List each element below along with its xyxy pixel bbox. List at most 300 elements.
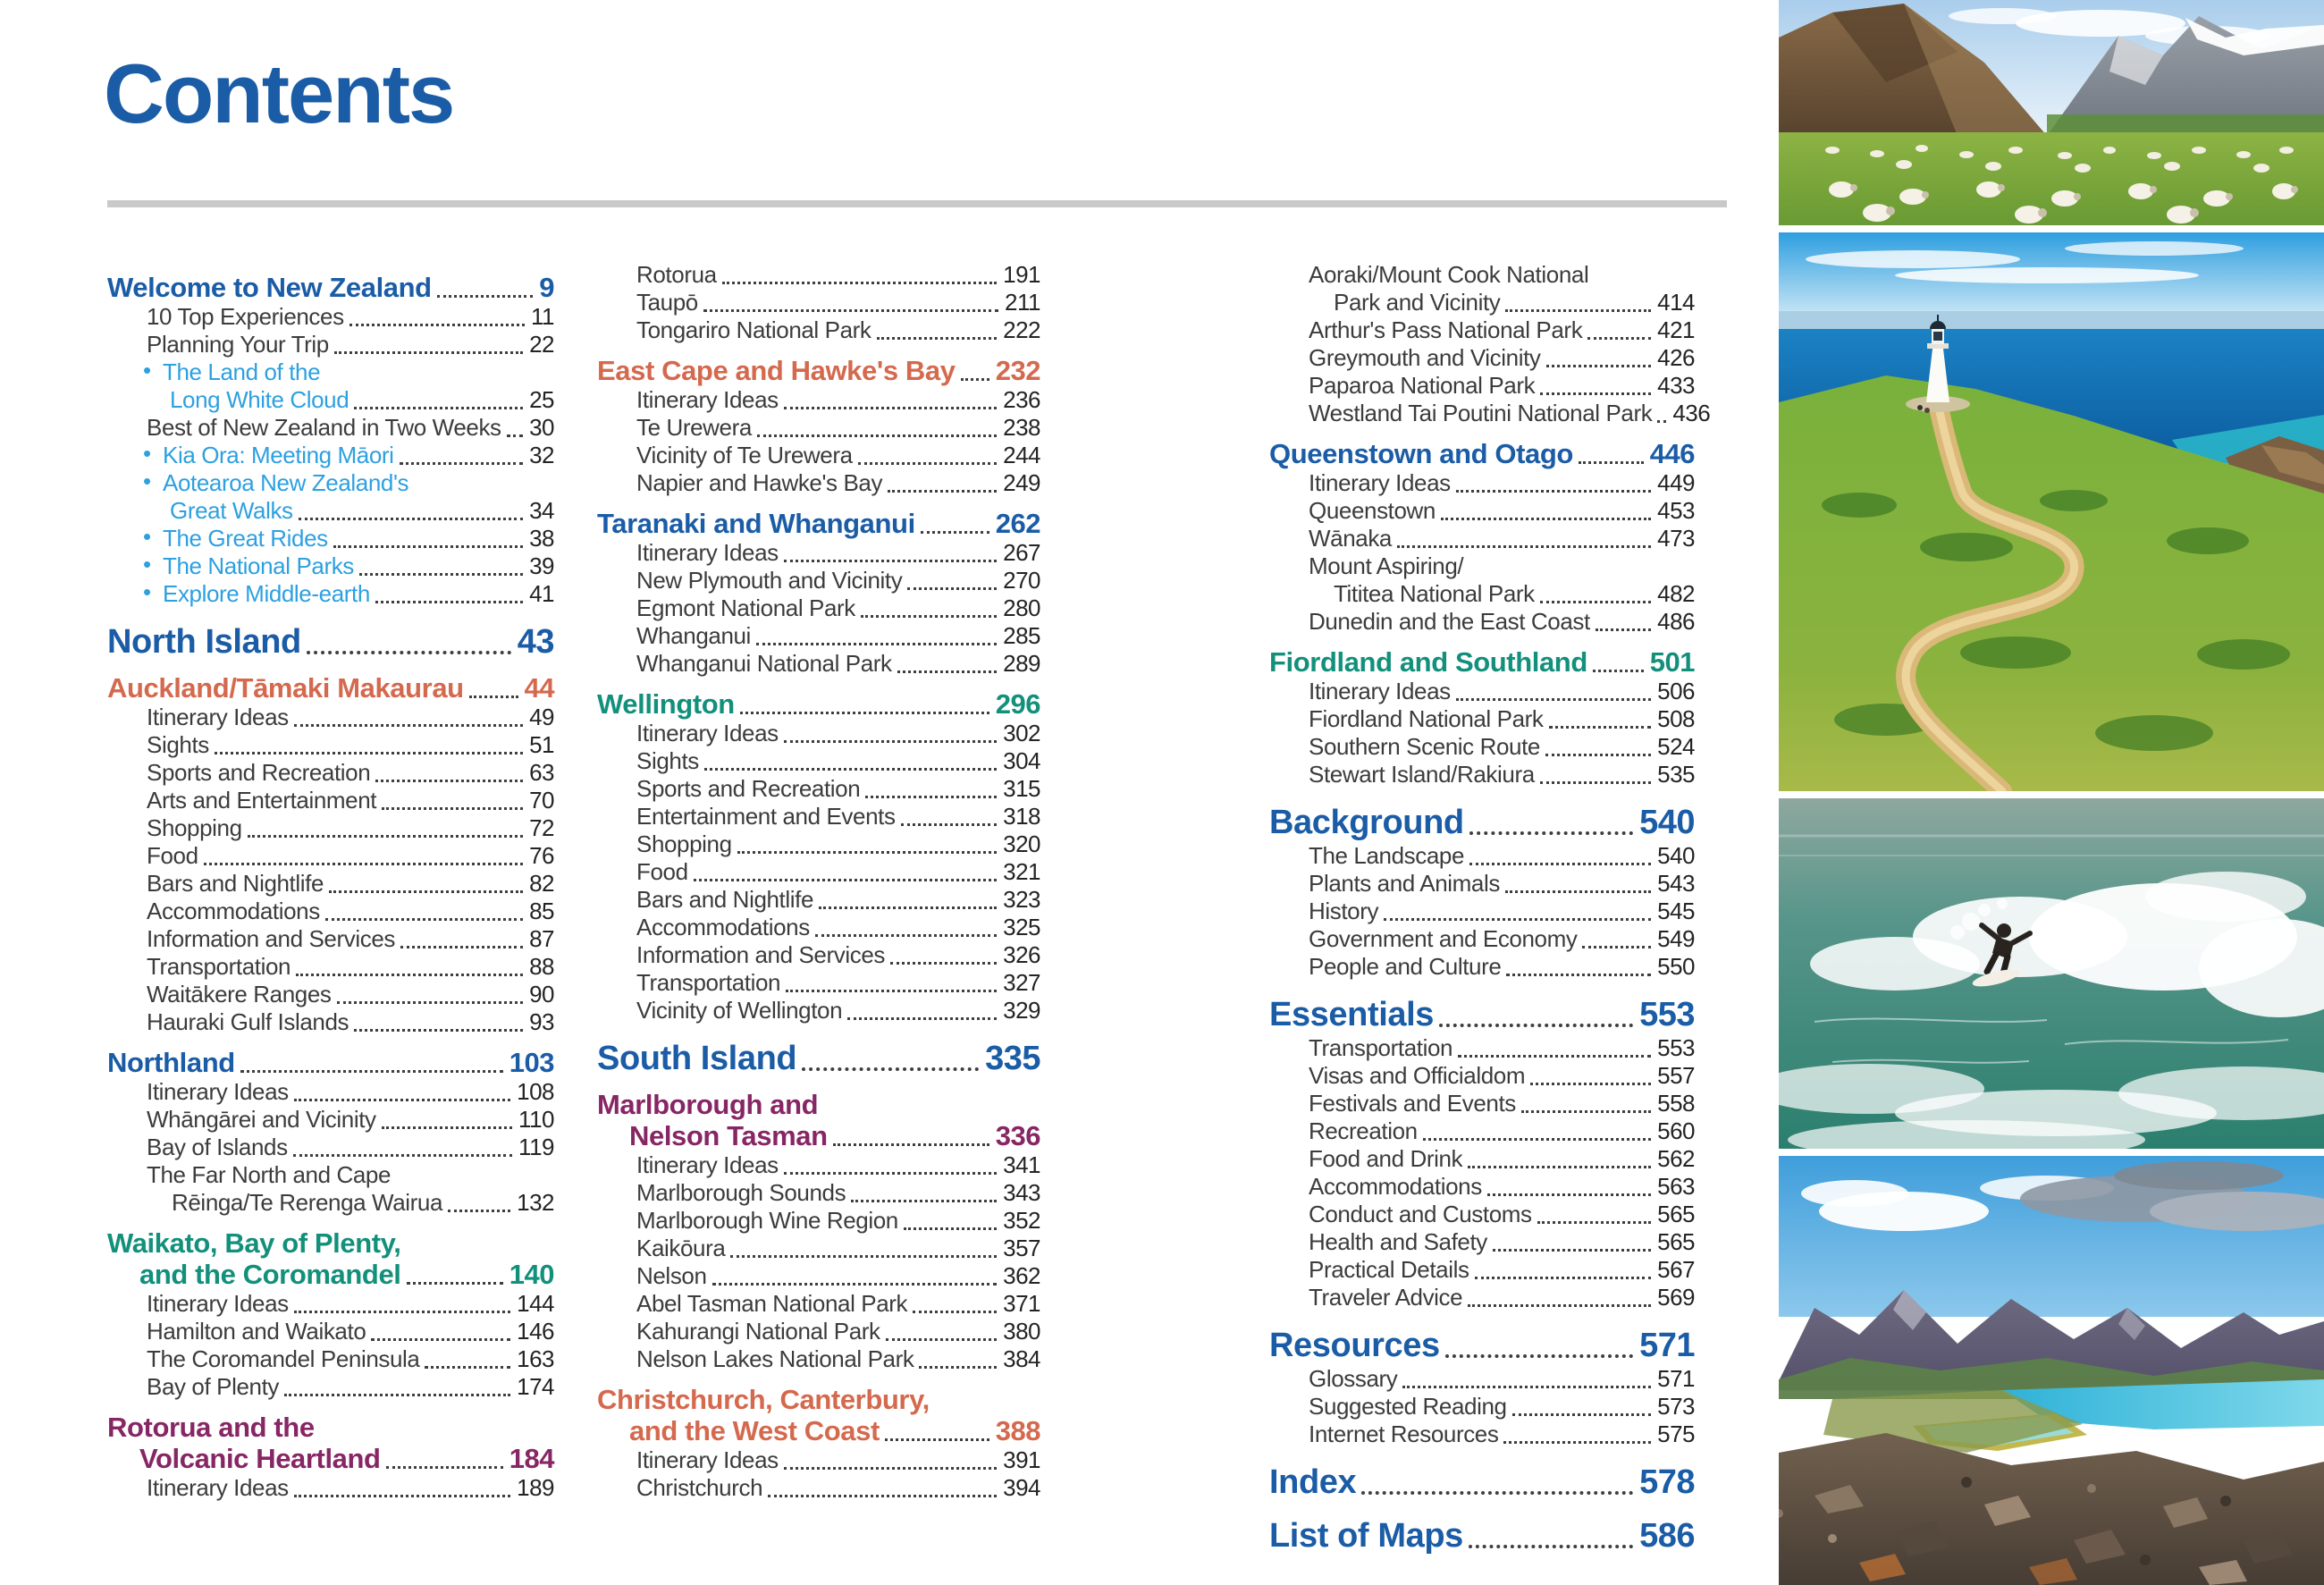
dot-leader bbox=[1469, 863, 1651, 865]
dot-leader bbox=[815, 934, 997, 937]
toc-item bbox=[1269, 1393, 1695, 1421]
toc-item bbox=[107, 1290, 554, 1318]
toc-part-heading bbox=[1269, 1326, 1695, 1365]
toc-label: Marlborough and bbox=[597, 1089, 819, 1120]
dot-leader bbox=[851, 1200, 997, 1202]
toc-item bbox=[1269, 898, 1695, 925]
toc-item bbox=[1269, 842, 1695, 870]
toc-label: Aoraki/Mount Cook National bbox=[1309, 261, 1589, 288]
toc-item bbox=[597, 622, 1040, 650]
toc-label: Itinerary Ideas bbox=[636, 1446, 779, 1473]
toc-label: Great Walks bbox=[170, 497, 293, 524]
dot-leader bbox=[704, 768, 997, 771]
dot-leader bbox=[204, 863, 523, 865]
toc-item bbox=[597, 539, 1040, 567]
toc-item bbox=[1269, 870, 1695, 898]
toc-label: Kaikōura bbox=[636, 1235, 726, 1261]
dot-leader bbox=[703, 309, 998, 312]
page-number: 119 bbox=[518, 1134, 554, 1160]
toc-chapter-heading bbox=[107, 1227, 554, 1290]
toc-item bbox=[597, 289, 1040, 316]
dot-leader bbox=[407, 1282, 503, 1285]
toc-item bbox=[107, 787, 554, 814]
dot-leader bbox=[768, 1495, 997, 1497]
toc-item bbox=[1269, 261, 1695, 316]
toc-item bbox=[1269, 761, 1695, 788]
toc-label: Waitākere Ranges bbox=[147, 981, 332, 1007]
dot-leader bbox=[1456, 698, 1651, 701]
page-number: 453 bbox=[1657, 497, 1695, 524]
dot-leader bbox=[784, 407, 997, 409]
dot-leader bbox=[861, 615, 997, 618]
page-number: 38 bbox=[529, 525, 554, 552]
toc-item bbox=[107, 1345, 554, 1373]
dot-leader bbox=[712, 1283, 998, 1286]
toc-bullet-item bbox=[107, 552, 554, 580]
dot-leader bbox=[784, 740, 997, 743]
page-number: 44 bbox=[524, 672, 554, 704]
dot-leader bbox=[913, 1311, 997, 1313]
page-number: 553 bbox=[1657, 1034, 1695, 1061]
toc-label: Best of New Zealand in Two Weeks bbox=[147, 414, 501, 441]
toc-item bbox=[107, 1134, 554, 1161]
toc-label: Suggested Reading bbox=[1309, 1393, 1507, 1420]
toc-label: Fiordland National Park bbox=[1309, 705, 1544, 732]
toc-part-heading bbox=[107, 622, 554, 662]
page-number: 384 bbox=[1003, 1345, 1040, 1372]
page-number: 535 bbox=[1657, 761, 1695, 788]
dot-leader bbox=[371, 1338, 510, 1341]
dot-leader bbox=[865, 796, 997, 798]
dot-leader bbox=[786, 990, 997, 992]
toc-label: Festivals and Events bbox=[1309, 1090, 1516, 1117]
page-number: 421 bbox=[1657, 316, 1695, 343]
toc-label: Marlborough Sounds bbox=[636, 1179, 846, 1206]
toc-label: • Explore Middle-earth bbox=[163, 580, 370, 607]
page-number: 318 bbox=[1003, 803, 1040, 830]
page-number: 394 bbox=[1003, 1474, 1040, 1501]
toc-label: Auckland/Tāmaki Makaurau bbox=[107, 672, 464, 704]
page-number: 41 bbox=[529, 580, 554, 607]
toc-item bbox=[597, 1179, 1040, 1207]
toc-label: Sports and Recreation bbox=[147, 759, 371, 786]
dot-leader bbox=[1468, 1166, 1651, 1168]
toc-label: Vicinity of Wellington bbox=[636, 997, 843, 1024]
dot-leader bbox=[325, 918, 523, 921]
toc-item bbox=[597, 914, 1040, 941]
toc-item bbox=[597, 1207, 1040, 1235]
toc-item bbox=[597, 261, 1040, 289]
toc-item bbox=[1269, 552, 1695, 608]
toc-label: Shopping bbox=[147, 814, 242, 841]
dot-leader bbox=[740, 712, 989, 714]
page-number: 262 bbox=[995, 508, 1040, 539]
toc-item bbox=[1269, 400, 1711, 427]
page-number: 11 bbox=[531, 303, 554, 330]
dot-leader bbox=[333, 545, 523, 548]
toc-item bbox=[107, 704, 554, 731]
surfer-image bbox=[1779, 798, 2324, 1149]
dot-leader bbox=[248, 835, 523, 838]
dot-leader bbox=[400, 462, 524, 465]
toc-label: The Far North and Cape bbox=[147, 1161, 392, 1188]
page-number: 550 bbox=[1657, 953, 1695, 980]
toc-label: Marlborough Wine Region bbox=[636, 1207, 898, 1234]
page-number: 549 bbox=[1657, 925, 1695, 952]
page-number: 144 bbox=[517, 1290, 554, 1317]
dot-leader bbox=[888, 490, 997, 493]
toc-label: Information and Services bbox=[636, 941, 885, 968]
dot-leader bbox=[294, 1099, 510, 1101]
toc-label: Waikato, Bay of Plenty, bbox=[107, 1227, 401, 1259]
dot-leader bbox=[1475, 1277, 1652, 1279]
page-number: 501 bbox=[1649, 646, 1695, 678]
toc-item bbox=[1269, 1284, 1695, 1311]
toc-label: • Kia Ora: Meeting Māori bbox=[163, 442, 394, 468]
dot-leader bbox=[293, 1154, 512, 1157]
dot-leader bbox=[1521, 1110, 1651, 1113]
page-number: 236 bbox=[1003, 386, 1040, 413]
page-number: 174 bbox=[517, 1373, 554, 1400]
toc-item bbox=[597, 386, 1040, 414]
toc-label: Rēinga/Te Rerenga Wairua bbox=[172, 1189, 443, 1216]
toc-item bbox=[597, 858, 1040, 886]
toc-label: Long White Cloud bbox=[170, 386, 349, 413]
page-number: 565 bbox=[1657, 1201, 1695, 1227]
toc-item bbox=[1269, 953, 1695, 981]
toc-item bbox=[1269, 1421, 1695, 1448]
toc-item bbox=[597, 941, 1040, 969]
dot-leader bbox=[359, 573, 523, 576]
toc-item bbox=[107, 1106, 554, 1134]
photo-strip bbox=[1779, 0, 2324, 1585]
page-number: 88 bbox=[529, 953, 554, 980]
toc-item bbox=[1269, 925, 1695, 953]
page-number: 238 bbox=[1003, 414, 1040, 441]
page-number: 508 bbox=[1657, 705, 1695, 732]
page-number: 315 bbox=[1003, 775, 1040, 802]
toc-chapter-heading bbox=[597, 688, 1040, 720]
dot-leader bbox=[1505, 890, 1651, 893]
toc-label: Mount Aspiring/ bbox=[1309, 552, 1464, 579]
page-number: 371 bbox=[1003, 1290, 1040, 1317]
toc-label: Taranaki and Whanganui bbox=[597, 508, 915, 539]
dot-leader bbox=[1657, 420, 1666, 423]
toc-part-heading bbox=[1269, 1463, 1695, 1502]
toc-label: People and Culture bbox=[1309, 953, 1502, 980]
dot-leader bbox=[961, 378, 989, 381]
toc-label: Itinerary Ideas bbox=[636, 720, 779, 746]
dot-leader bbox=[1384, 918, 1651, 921]
page-number: 473 bbox=[1657, 525, 1695, 552]
dot-leader bbox=[1445, 1354, 1633, 1358]
toc-label: Itinerary Ideas bbox=[147, 1078, 289, 1105]
dot-leader bbox=[737, 851, 997, 854]
page-number: 571 bbox=[1657, 1365, 1695, 1392]
dot-leader bbox=[425, 1366, 510, 1369]
dot-leader bbox=[833, 1143, 989, 1146]
toc-item bbox=[597, 1345, 1040, 1373]
page-number: 341 bbox=[1003, 1151, 1040, 1178]
page-number: 336 bbox=[995, 1120, 1040, 1151]
page-number: 543 bbox=[1657, 870, 1695, 897]
toc-label: Dunedin and the East Coast bbox=[1309, 608, 1590, 635]
page-number: 388 bbox=[995, 1415, 1040, 1446]
toc-label: Rotorua and the bbox=[107, 1412, 315, 1443]
toc-label: Sights bbox=[147, 731, 209, 758]
toc-item bbox=[107, 759, 554, 787]
toc-item bbox=[597, 747, 1040, 775]
dot-leader bbox=[1512, 1413, 1652, 1416]
dot-leader bbox=[337, 1001, 524, 1004]
toc-part-heading bbox=[1269, 1516, 1695, 1555]
toc-part-heading bbox=[597, 1039, 1040, 1078]
dot-leader bbox=[1468, 1304, 1651, 1307]
toc-label: Te Urewera bbox=[636, 414, 752, 441]
toc-label: Christchurch bbox=[636, 1474, 763, 1501]
dot-leader bbox=[890, 962, 997, 965]
toc-bullet-item bbox=[107, 442, 554, 469]
dot-leader bbox=[1456, 490, 1651, 493]
page-number: 569 bbox=[1657, 1284, 1695, 1311]
toc-label: List of Maps bbox=[1269, 1517, 1463, 1555]
page-number: 362 bbox=[1003, 1262, 1040, 1289]
toc-label: Nelson Lakes National Park bbox=[636, 1345, 914, 1372]
dot-leader bbox=[1493, 1249, 1651, 1252]
toc-label: Stewart Island/Rakiura bbox=[1309, 761, 1535, 788]
toc-label: Park and Vicinity bbox=[1334, 289, 1501, 316]
dot-leader bbox=[907, 587, 997, 590]
toc-item bbox=[597, 650, 1040, 678]
toc-bullet-item bbox=[107, 525, 554, 552]
page-number: 446 bbox=[1649, 438, 1695, 469]
toc-label: Glossary bbox=[1309, 1365, 1398, 1392]
dot-leader bbox=[437, 295, 534, 298]
dot-leader bbox=[507, 434, 523, 437]
toc-chapter-heading bbox=[107, 272, 554, 303]
dot-leader bbox=[756, 643, 997, 645]
toc-label: Tititea National Park bbox=[1334, 580, 1535, 607]
page-number: 280 bbox=[1003, 594, 1040, 621]
dot-leader bbox=[1549, 726, 1652, 729]
page-number: 30 bbox=[529, 414, 554, 441]
toc-label: History bbox=[1309, 898, 1379, 924]
dot-leader bbox=[1596, 628, 1651, 631]
toc-item bbox=[597, 775, 1040, 803]
alpine-lakes-image bbox=[1779, 1156, 2324, 1585]
toc-label: • The National Parks bbox=[163, 552, 354, 579]
photo-sheep-snow-mountains bbox=[1779, 0, 2324, 225]
toc-label: Sports and Recreation bbox=[636, 775, 861, 802]
dot-leader bbox=[757, 434, 997, 437]
toc-label: Food bbox=[636, 858, 688, 885]
toc-label: Rotorua bbox=[636, 261, 717, 288]
toc-label: Vicinity of Te Urewera bbox=[636, 442, 853, 468]
toc-label: Wellington bbox=[597, 688, 735, 720]
dot-leader bbox=[354, 1029, 523, 1032]
page-number: 90 bbox=[529, 981, 554, 1007]
dot-leader bbox=[469, 696, 518, 698]
toc-chapter-heading bbox=[597, 1384, 1040, 1446]
toc-item bbox=[597, 969, 1040, 997]
toc-label: Nelson Tasman bbox=[629, 1120, 828, 1151]
toc-chapter-heading bbox=[107, 672, 554, 704]
page-number: 249 bbox=[1003, 469, 1040, 496]
dot-leader bbox=[784, 1172, 997, 1175]
dot-leader bbox=[694, 879, 997, 881]
toc-label: Wānaka bbox=[1309, 525, 1392, 552]
toc-label: Plants and Animals bbox=[1309, 870, 1500, 897]
toc-item bbox=[1269, 1117, 1695, 1145]
page-title: Contents bbox=[104, 46, 454, 140]
page-number: 25 bbox=[529, 386, 554, 413]
dot-leader bbox=[240, 1070, 503, 1073]
page-number: 321 bbox=[1003, 858, 1040, 885]
page-number: 103 bbox=[509, 1047, 554, 1078]
page-number: 51 bbox=[529, 731, 554, 758]
toc-item bbox=[1269, 372, 1695, 400]
dot-leader bbox=[730, 1255, 997, 1258]
toc-label: Bay of Islands bbox=[147, 1134, 288, 1160]
toc-label: The Coromandel Peninsula bbox=[147, 1345, 420, 1372]
dot-leader bbox=[1469, 831, 1633, 835]
dot-leader bbox=[886, 1338, 997, 1341]
toc-item bbox=[597, 1290, 1040, 1318]
dot-leader bbox=[1540, 601, 1651, 603]
dot-leader bbox=[1402, 1386, 1651, 1388]
toc-label: Food and Drink bbox=[1309, 1145, 1463, 1172]
toc-item bbox=[1269, 705, 1695, 733]
page-number: 335 bbox=[985, 1040, 1040, 1077]
dot-leader bbox=[382, 1126, 512, 1129]
toc-item bbox=[107, 842, 554, 870]
toc-item bbox=[597, 830, 1040, 858]
toc-label: Itinerary Ideas bbox=[636, 386, 779, 413]
page-number: 482 bbox=[1657, 580, 1695, 607]
page-number: 327 bbox=[1003, 969, 1040, 996]
toc-item bbox=[1269, 678, 1695, 705]
dot-leader bbox=[847, 1017, 997, 1020]
toc-label: Shopping bbox=[636, 830, 732, 857]
page-number: 343 bbox=[1003, 1179, 1040, 1206]
toc-label: Internet Resources bbox=[1309, 1421, 1499, 1447]
toc-label: Planning Your Trip bbox=[147, 331, 329, 358]
toc-item bbox=[597, 316, 1040, 344]
toc-label: The Landscape bbox=[1309, 842, 1465, 869]
page-number: 586 bbox=[1639, 1517, 1695, 1555]
page-number: 163 bbox=[517, 1345, 554, 1372]
page-number: 506 bbox=[1657, 678, 1695, 704]
toc-label: Whāngārei and Vicinity bbox=[147, 1106, 376, 1133]
toc-label: Arthur's Pass National Park bbox=[1309, 316, 1583, 343]
dot-leader bbox=[1505, 309, 1651, 312]
toc-item bbox=[597, 1318, 1040, 1345]
toc-bullet-item bbox=[107, 469, 554, 525]
toc-label: Itinerary Ideas bbox=[636, 1151, 779, 1178]
toc-item bbox=[107, 731, 554, 759]
page-number: 524 bbox=[1657, 733, 1695, 760]
page-number: 486 bbox=[1657, 608, 1695, 635]
toc-label: Background bbox=[1269, 804, 1464, 841]
toc-item bbox=[107, 1161, 554, 1217]
toc-item bbox=[597, 803, 1040, 830]
dot-leader bbox=[858, 462, 997, 465]
toc-label: Accommodations bbox=[636, 914, 810, 940]
toc-label: Transportation bbox=[1309, 1034, 1453, 1061]
toc-column-2 bbox=[597, 261, 1040, 1502]
dot-leader bbox=[296, 974, 523, 976]
toc-label: Bay of Plenty bbox=[147, 1373, 279, 1400]
toc-item bbox=[107, 414, 554, 442]
page-number: 132 bbox=[517, 1189, 554, 1216]
toc-item bbox=[107, 303, 554, 331]
toc-label: 10 Top Experiences bbox=[147, 303, 344, 330]
toc-label: Taupō bbox=[636, 289, 698, 316]
toc-label: Entertainment and Events bbox=[636, 803, 896, 830]
dot-leader bbox=[1530, 1083, 1651, 1085]
toc-label: Welcome to New Zealand bbox=[107, 272, 432, 303]
page-number: 184 bbox=[509, 1443, 554, 1474]
toc-label: East Cape and Hawke's Bay bbox=[597, 355, 956, 386]
toc-label: Essentials bbox=[1269, 996, 1434, 1033]
page-number: 557 bbox=[1657, 1062, 1695, 1089]
toc-label: Bars and Nightlife bbox=[147, 870, 324, 897]
dot-leader bbox=[1503, 1441, 1651, 1444]
dot-leader bbox=[1469, 1545, 1633, 1548]
toc-label: Transportation bbox=[636, 969, 781, 996]
dot-leader bbox=[382, 807, 523, 810]
toc-label: Resources bbox=[1269, 1327, 1440, 1364]
photo-surfer-wave bbox=[1779, 798, 2324, 1149]
sheep-mountains-image bbox=[1779, 0, 2324, 225]
dot-leader bbox=[1439, 1024, 1633, 1027]
toc-label: Government and Economy bbox=[1309, 925, 1578, 952]
dot-leader bbox=[375, 601, 523, 603]
title-rule bbox=[107, 200, 1727, 207]
toc-item bbox=[1269, 1062, 1695, 1090]
dot-leader bbox=[284, 1394, 510, 1396]
toc-label: Fiordland and Southland bbox=[1269, 646, 1587, 678]
toc-label: Christchurch, Canterbury, bbox=[597, 1384, 930, 1415]
toc-item bbox=[1269, 733, 1695, 761]
toc-label: South Island bbox=[597, 1040, 797, 1077]
toc-item bbox=[597, 1262, 1040, 1290]
page-number: 108 bbox=[517, 1078, 554, 1105]
toc-item bbox=[107, 1373, 554, 1401]
toc-label: Recreation bbox=[1309, 1117, 1418, 1144]
toc-label: Itinerary Ideas bbox=[147, 704, 289, 730]
toc-item bbox=[107, 1078, 554, 1106]
dot-leader bbox=[904, 1227, 997, 1230]
page-number: 244 bbox=[1003, 442, 1040, 468]
page-number: 267 bbox=[1003, 539, 1040, 566]
toc-label: Queenstown bbox=[1309, 497, 1436, 524]
page-number: 563 bbox=[1657, 1173, 1695, 1200]
photo-alpine-lakes bbox=[1779, 1156, 2324, 1585]
toc-label: Itinerary Ideas bbox=[1309, 469, 1451, 496]
dot-leader bbox=[1361, 1491, 1633, 1495]
toc-label: Sights bbox=[636, 747, 699, 774]
dot-leader bbox=[294, 1495, 510, 1497]
page-number: 540 bbox=[1657, 842, 1695, 869]
toc-item bbox=[1269, 1145, 1695, 1173]
toc-label: Greymouth and Vicinity bbox=[1309, 344, 1541, 371]
toc-item bbox=[107, 331, 554, 358]
toc-item bbox=[107, 953, 554, 981]
toc-label: Hamilton and Waikato bbox=[147, 1318, 366, 1345]
page-number: 289 bbox=[1003, 650, 1040, 677]
toc-item bbox=[1269, 608, 1695, 636]
